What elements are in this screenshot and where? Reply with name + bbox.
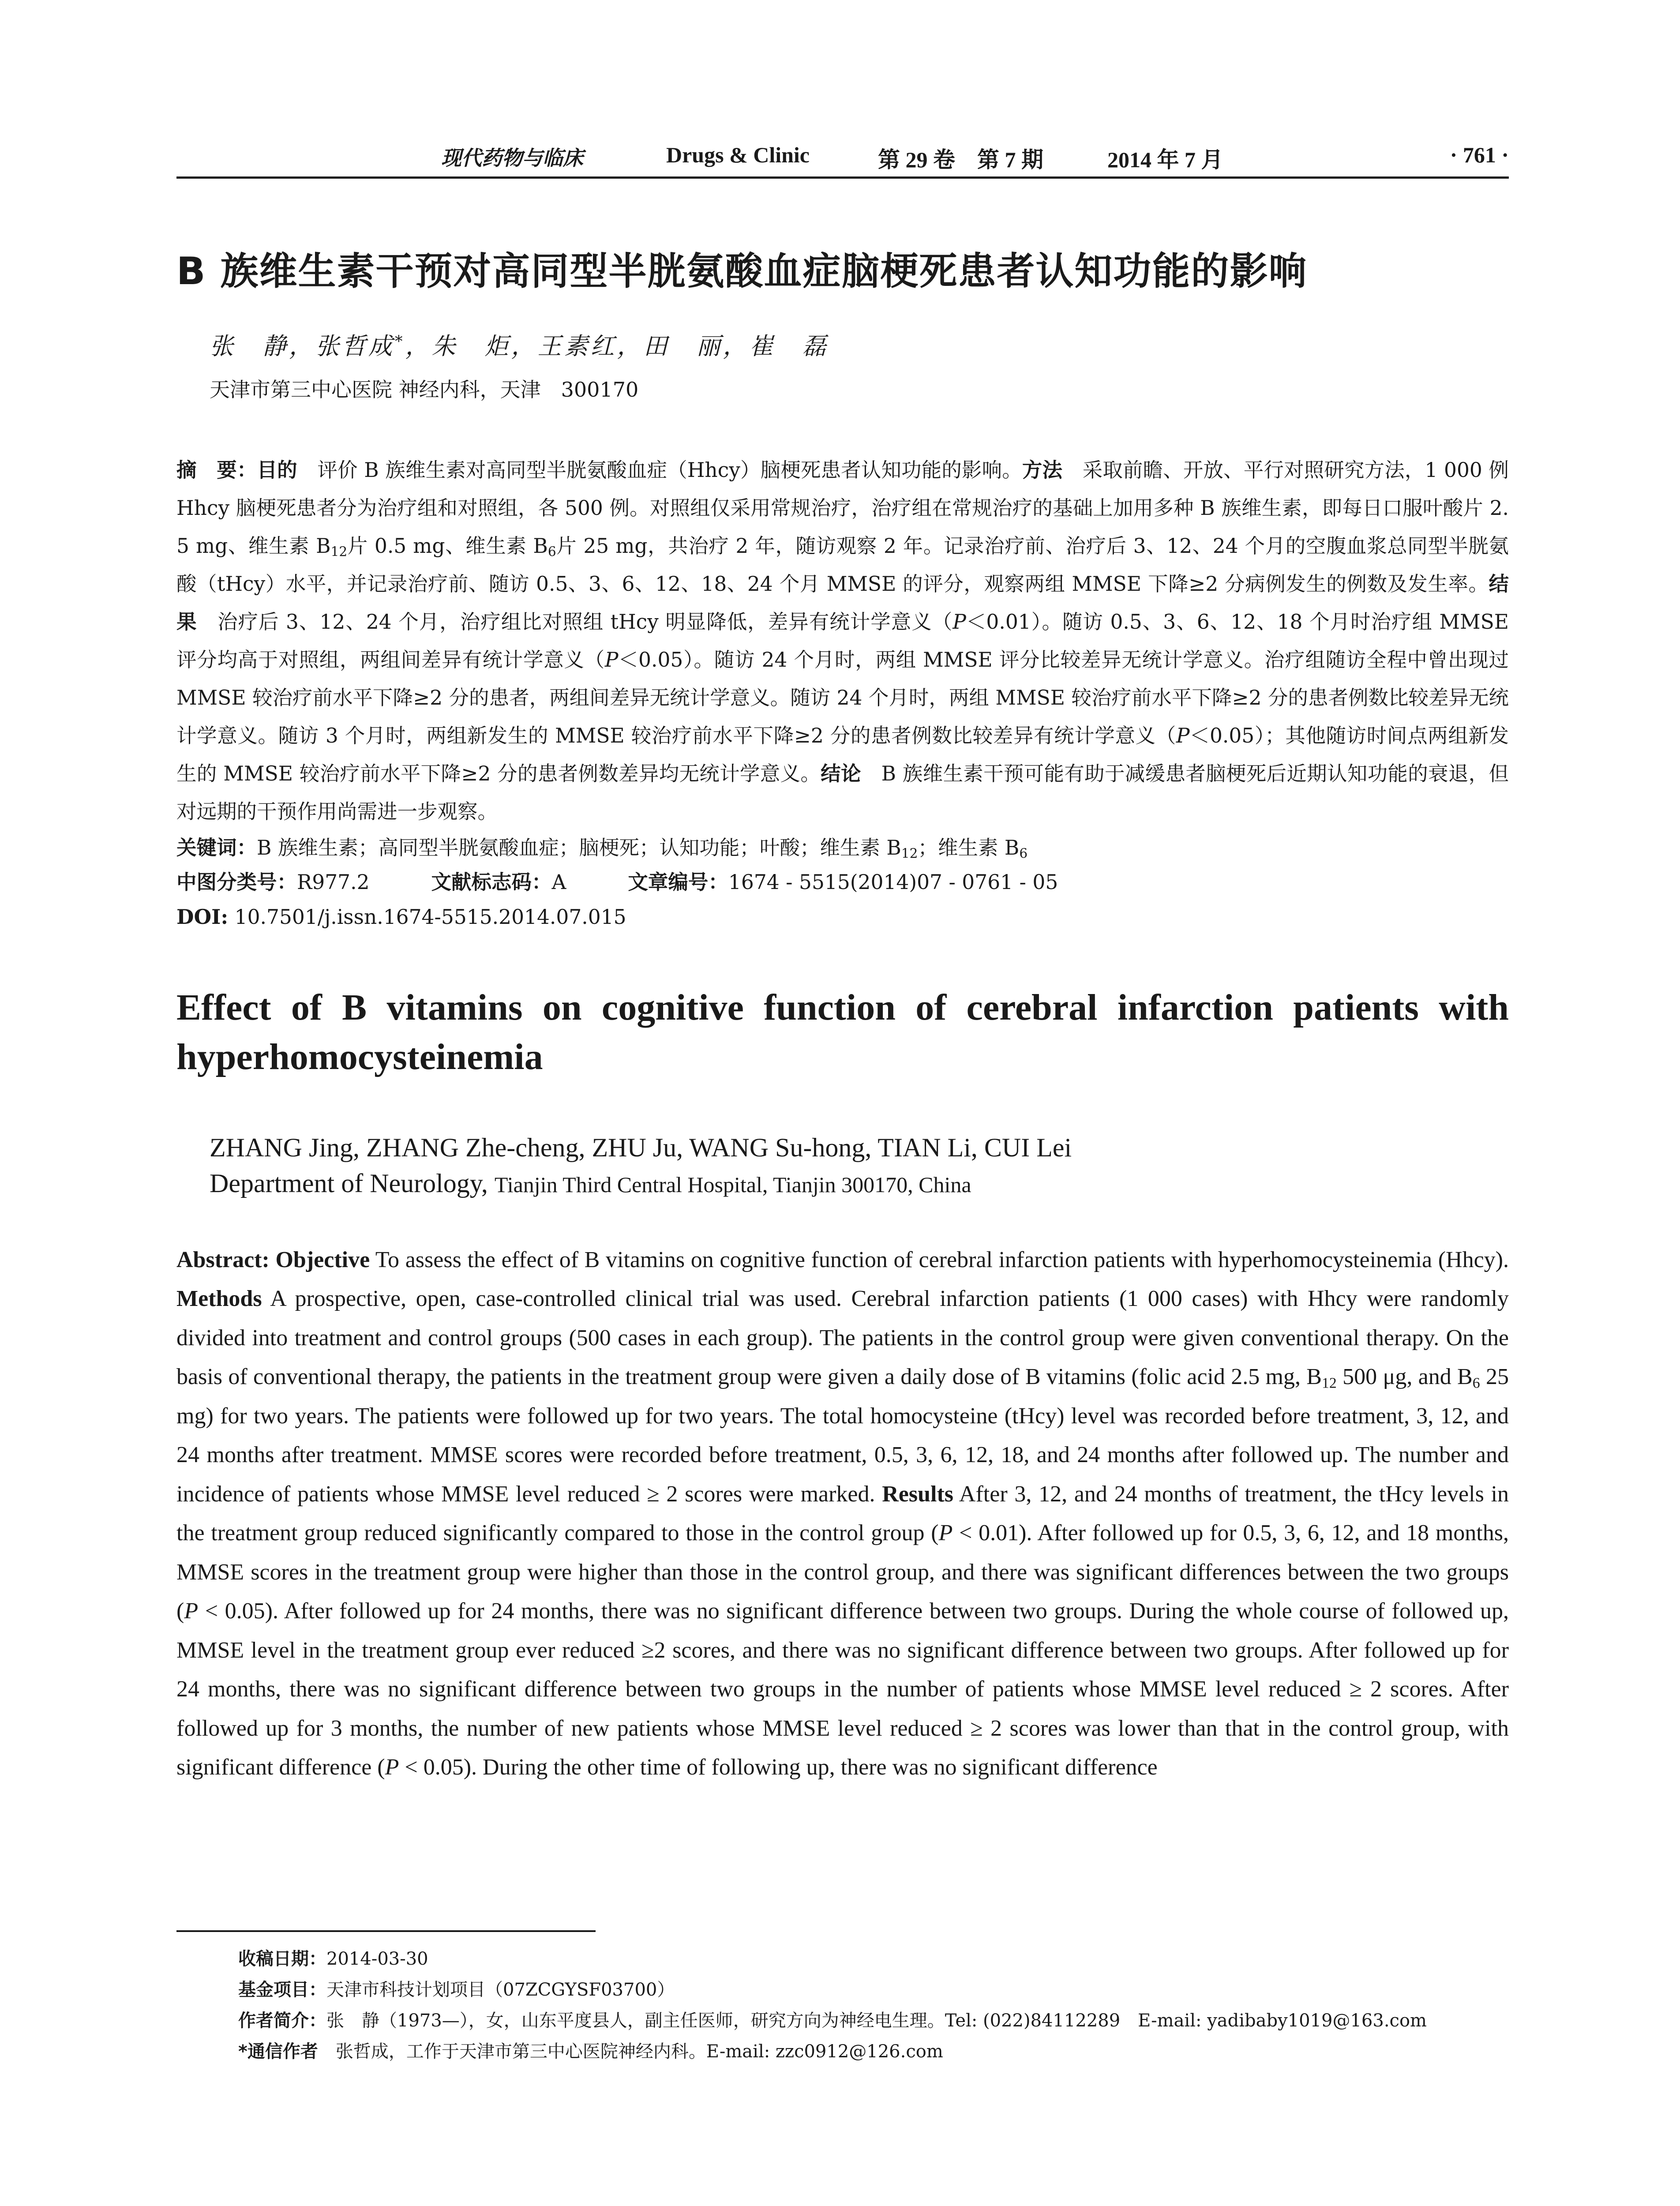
conclusion-text-cn: B 族维生素干预可能有助于减缓患者脑梗死后近期认知功能的衰退，但对远期的干预作用尚需进一步观察。 xyxy=(176,762,1509,823)
affiliation-en-rest: Tianjin Third Central Hospital, Tianjin 300170, China xyxy=(494,1172,971,1197)
issue-date: 2014 年 7 月 xyxy=(1107,147,1223,172)
methods-text-cn-1: 采取前瞻、开放、平行对照研究方法，1 000 例 Hhcy 脑梗死患者分为治疗组和对照组，各 500 例。对照组仅采用常规治疗，治疗组在常规治疗的基础上加用多种 B 族维生素，即每日口服叶酸片 2.5 mg、维生素 B xyxy=(176,458,1509,558)
title-en: Effect of B vitamins on cognitive function of cerebral infarction patients with hyperhomocysteinemia xyxy=(176,987,1509,1077)
abstract-label-en: Abstract: xyxy=(176,1247,270,1272)
abstract-label-cn: 摘 要： xyxy=(176,458,257,482)
keywords-label-cn: 关键词： xyxy=(176,836,257,859)
p-value-symbol: P xyxy=(938,1520,953,1546)
methods-text-en-1: A prospective, open, case-controlled clinical trial was used. Cerebral infarction patients (1 000 cases) with Hhcy were randomly divided into treatment and control groups (500 cases in each group). The patients in the control group were given conventional therapy. On the basis of conventional therapy, the patients in the treatment group were given a daily dose of B vitamins (folic acid 2.5 mg, B xyxy=(176,1286,1509,1390)
doc-code-value: A xyxy=(551,870,566,894)
doi-label: DOI: xyxy=(176,904,229,929)
keywords-sub-cn-1: 12 xyxy=(901,846,918,861)
p-value-symbol: P xyxy=(604,648,619,672)
corr-label: *通信作者 xyxy=(238,2041,318,2062)
authors-cn-part1: 张 静，张哲成 xyxy=(210,332,395,360)
page-number: · 761 · xyxy=(1450,143,1509,167)
keywords-text-cn-2: ；维生素 B xyxy=(918,836,1020,859)
clc-label: 中图分类号： xyxy=(176,870,297,894)
doi-line xyxy=(176,900,1509,934)
objective-label-en: Objective xyxy=(269,1247,370,1272)
doi-value: 10.7501/j.issn.1674-5515.2014.07.015 xyxy=(228,905,626,929)
methods-sub-en-2: 6 xyxy=(1472,1375,1480,1392)
results-text-en-4: < 0.05). During the other time of following up, there was no significant difference xyxy=(399,1755,1158,1780)
authors-cn xyxy=(210,327,1509,361)
results-text-en-3: < 0.05). After followed up for 24 months, there was no significant difference between two groups. During the whole course of followed up, MMSE level in the treatment group ever reduced ≥2 scores, and there was no significant difference between two groups. After followed up for 24 months, there was no significant difference between two groups in the number of patients whose MMSE level reduced ≥ 2 scores. After followed up for 3 months, the number of new patients whose MMSE level reduced ≥ 2 scores was lower than that in the control group, with significant difference ( xyxy=(176,1598,1509,1780)
methods-sub-en-1: 12 xyxy=(1321,1375,1337,1392)
conclusion-label-cn: 结论 xyxy=(821,762,861,785)
affiliation-en-dept: Department of Neurology, xyxy=(210,1168,495,1198)
results-text-cn-1: 治疗后 3、12、24 个月，治疗组比对照组 tHcy 明显降低，差异有统计学意义（ xyxy=(197,610,953,634)
results-text-cn-4: ＜0.05）；其他随访时间点两组新发生的 MMSE 较治疗前水平下降≥2 分的患者例数差异均无统计学意义。 xyxy=(176,724,1509,785)
objective-text-cn: 评价 B 族维生素对高同型半胱氨酸血症（Hhcy）脑梗死患者认知功能的影响。 xyxy=(297,458,1022,482)
p-value-symbol: P xyxy=(1176,724,1190,747)
keywords-text-cn-1: B 族维生素；高同型半胱氨酸血症；脑梗死；认知功能；叶酸；维生素 B xyxy=(257,836,901,859)
footnote-fund xyxy=(238,1974,1509,2005)
abstract-en xyxy=(176,1241,1509,1787)
methods-label-en: Methods xyxy=(176,1286,262,1312)
footnote-received xyxy=(238,1943,1509,1974)
results-text-en-2: < 0.01). After followed up for 0.5, 3, 6, 12, and 18 months, MMSE scores in the treatment group were higher than those in the control group, and there was significant differences between the two groups ( xyxy=(176,1520,1509,1624)
keywords-sub-cn-2: 6 xyxy=(1019,846,1028,861)
author-value: 张 静（1973—），女，山东平度县人，副主任医师，研究方向为神经电生理。Tel: (022)84112289 E-mail: yadibaby1019@163.com xyxy=(326,2011,1427,2031)
objective-text-en: To assess the effect of B vitamins on cognitive function of cerebral infarction patients with hyperhomocysteinemia (Hhcy). xyxy=(370,1247,1509,1272)
results-text-cn-3: ＜0.05）。随访 24 个月时，两组 MMSE 评分比较差异无统计学意义。治疗组随访全程中曾出现过 MMSE 较治疗前水平下降≥2 分的患者，两组间差异无统计学意义。随访 24 个月时，两组 MMSE 较治疗前水平下降≥2 分的患者例数比较差异无统计学意义。随访 3 个月时，两组新发生的 MMSE 较治疗前水平下降≥2 分的患者例数比较差异有统计学意义（ xyxy=(176,648,1509,747)
keywords-cn xyxy=(176,831,1509,865)
article-no-value: 1674 - 5515(2014)07 - 0761 - 05 xyxy=(728,870,1058,894)
classification-line xyxy=(176,865,1509,900)
authors-cn-part2: ，朱 炬，王素红，田 丽，崔 磊 xyxy=(405,332,829,360)
methods-text-cn-3: 片 25 mg，共治疗 2 年，随访观察 2 年。记录治疗前、治疗后 3、12、24 个月的空腹血浆总同型半胱氨酸（tHcy）水平，并记录治疗前、随访 0.5、3、6、12、18、24 个月 MMSE 的评分，观察两组 MMSE 下降≥2 分病例发生的例数及发生率。 xyxy=(176,534,1509,596)
corresponding-author-mark: * xyxy=(395,332,405,351)
methods-sub-cn-1: 12 xyxy=(330,544,348,559)
results-label-en: Results xyxy=(882,1481,954,1507)
p-value-symbol: P xyxy=(952,610,966,634)
authors-en: ZHANG Jing, ZHANG Zhe-cheng, ZHU Ju, WANG Su-hong, TIAN Li, CUI Lei xyxy=(210,1133,1072,1162)
footnote-divider xyxy=(176,1930,596,1932)
article-page xyxy=(176,132,1509,1787)
received-value: 2014-03-30 xyxy=(326,1949,428,1969)
methods-label-cn: 方法 xyxy=(1022,458,1063,482)
clc-value: R977.2 xyxy=(297,870,370,894)
title-cn: B 族维生素干预对高同型半胱氨酸血症脑梗死患者认知功能的影响 xyxy=(176,249,1308,293)
p-value-symbol: P xyxy=(184,1598,199,1624)
methods-text-en-2: 500 μg, and B xyxy=(1336,1364,1473,1390)
methods-text-cn-2: 片 0.5 mg、维生素 B xyxy=(347,534,548,558)
objective-label-cn: 目的 xyxy=(257,458,297,482)
abstract-cn xyxy=(176,451,1509,831)
footnote-author xyxy=(238,2005,1509,2036)
affiliation-cn: 天津市第三中心医院 神经内科，天津 300170 xyxy=(210,377,639,401)
received-label: 收稿日期： xyxy=(238,1949,326,1969)
results-text-en-1: After 3, 12, and 24 months of treatment, the tHcy levels in the treatment group reduced significantly compared to those in the control group ( xyxy=(176,1481,1509,1546)
running-header xyxy=(176,132,1509,179)
doc-code-label: 文献标志码： xyxy=(431,870,552,894)
corr-value: 张哲成，工作于天津市第三中心医院神经内科。E-mail: zzc0912@126.com xyxy=(318,2041,943,2062)
footnotes xyxy=(238,1943,1509,2067)
volume-issue: 第 29 卷 第 7 期 xyxy=(878,147,1043,172)
fund-label: 基金项目： xyxy=(238,1980,326,2000)
p-value-symbol: P xyxy=(385,1755,399,1780)
article-no-label: 文章编号： xyxy=(628,870,728,894)
results-label-cn: 结果 xyxy=(176,572,1509,634)
methods-text-en-3: 25 mg) for two years. The patients were followed up for two years. The total homocysteine (tHcy) level was recorded before treatment, 3, 12, and 24 months after treatment. MMSE scores were recorded before treatment, 0.5, 3, 6, 12, 18, and 24 months after followed up. The number and incidence of patients whose MMSE level reduced ≥ 2 scores were marked. xyxy=(176,1364,1509,1507)
journal-name-en: Drugs & Clinic xyxy=(666,143,810,167)
methods-sub-cn-2: 6 xyxy=(548,544,556,559)
author-label: 作者简介： xyxy=(238,2011,326,2031)
affiliation-en xyxy=(210,1168,1509,1199)
journal-name-cn: 现代药物与临床 xyxy=(441,146,583,170)
results-text-cn-2: ＜0.01）。随访 0.5、3、6、12、18 个月时治疗组 MMSE 评分均高于对照组，两组间差异有统计学意义（ xyxy=(176,610,1509,672)
footnote-corresponding xyxy=(238,2036,1509,2067)
fund-value: 天津市科技计划项目（07ZCGYSF03700） xyxy=(326,1980,675,2000)
